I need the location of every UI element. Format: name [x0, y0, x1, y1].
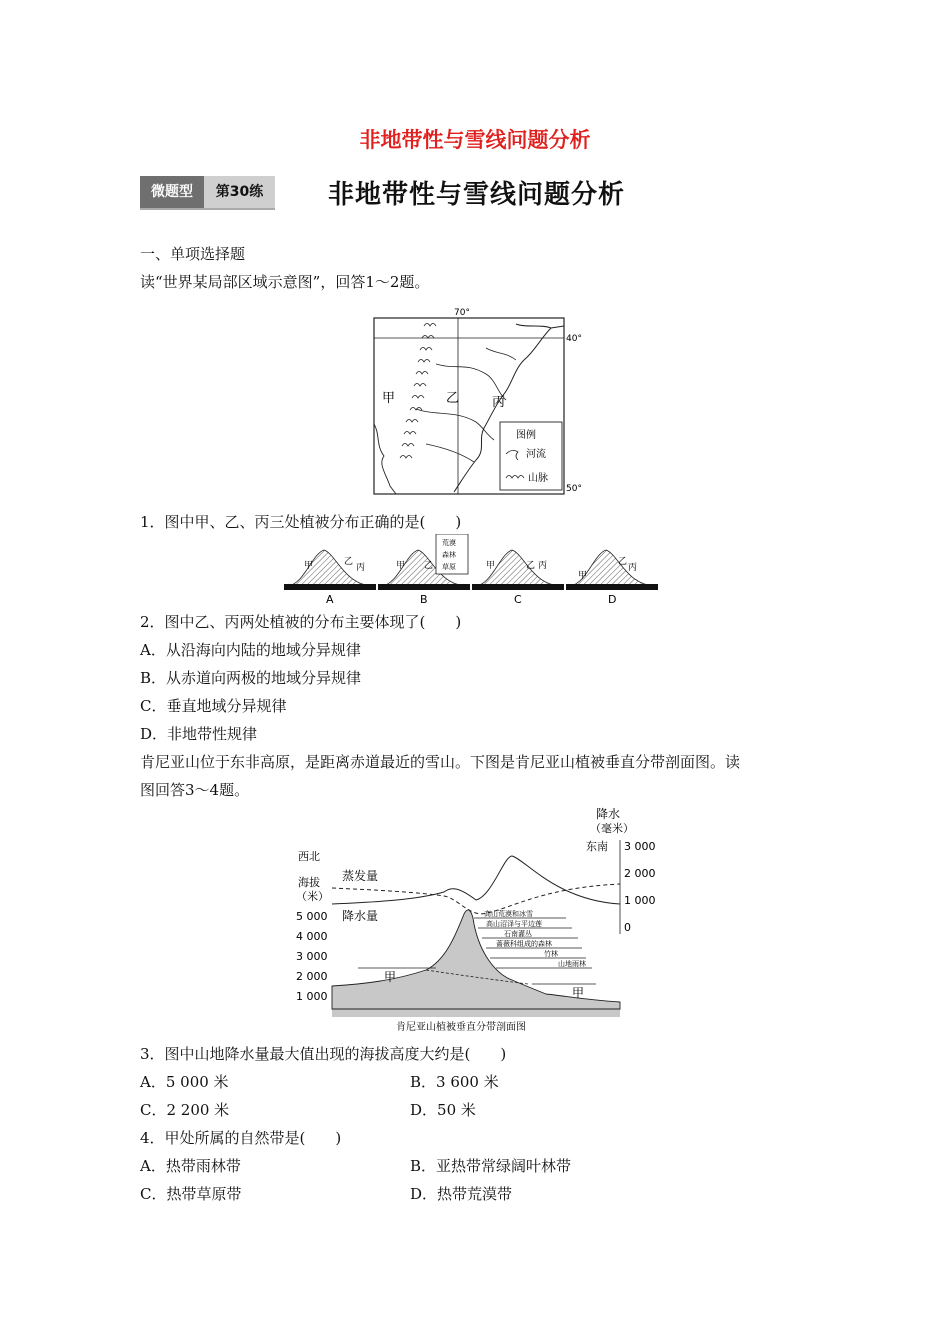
- q1-option-figures: [284, 534, 660, 606]
- D-yi: 乙: [618, 557, 628, 567]
- q3-option-b: B．3 600 米: [410, 1073, 499, 1091]
- right-tick-0: 0: [624, 921, 631, 934]
- left-tick-5000: 5 000: [296, 910, 328, 923]
- intro-text-1: 读“世界某局部区域示意图”，回答1～2题。: [140, 273, 430, 291]
- kenya-mountain-profile: [296, 804, 666, 1036]
- badge-underline: [140, 208, 275, 210]
- jia-right: 甲: [572, 986, 585, 1000]
- q4-option-b: B．亚热带常绿阔叶林带: [410, 1157, 572, 1175]
- region-map: [366, 304, 586, 500]
- zone-rosaceae-forest: 蔷薇科组成的森林: [496, 940, 552, 948]
- right-tick-1000: 1 000: [624, 894, 656, 907]
- precip-label: 降水量: [342, 909, 379, 923]
- legend-desert: 荒漠: [442, 539, 456, 547]
- q4-option-c: C．热带草原带: [140, 1185, 242, 1203]
- map-label-yi: 乙: [446, 391, 460, 406]
- option-C-label: C: [514, 593, 522, 606]
- B-jia: 甲: [396, 561, 406, 571]
- jia-left: 甲: [384, 970, 397, 984]
- left-axis-title-1: 海拔: [298, 876, 320, 889]
- q2-option-c: C．垂直地域分异规律: [140, 697, 287, 715]
- badge-type: 微题型: [140, 176, 204, 208]
- zone-alpine-marsh: 高山沼泽与平边莲: [486, 920, 542, 928]
- zone-bamboo: 竹林: [544, 950, 558, 958]
- exercise-title: 非地带性与雪线问题分析: [328, 180, 626, 210]
- B-yi: 乙: [424, 561, 434, 571]
- left-tick-4000: 4 000: [296, 930, 328, 943]
- intro-text-2-line2: 图回答3～4题。: [140, 781, 250, 799]
- C-jia: 甲: [486, 561, 496, 571]
- right-axis-title-2: （毫米）: [590, 822, 634, 835]
- C-yi: 乙: [526, 561, 536, 571]
- evap-label: 蒸发量: [342, 869, 379, 883]
- C-bing: 丙: [538, 561, 548, 571]
- legend-mountain: 山脉: [528, 473, 548, 484]
- profile-D: [566, 550, 658, 606]
- map-label-bing: 丙: [492, 395, 506, 410]
- exercise-badge: [140, 176, 275, 208]
- zone-heath: 石南灌丛: [504, 930, 532, 938]
- left-tick-1000: 1 000: [296, 990, 328, 1003]
- map-label-jia: 甲: [382, 391, 396, 406]
- q2-option-a: A．从沿海向内陆的地域分异规律: [140, 641, 361, 659]
- legend-grassland: 草原: [442, 563, 456, 571]
- profile-B: [378, 534, 470, 606]
- legend-river: 河流: [526, 449, 546, 460]
- dir-southeast: 东南: [586, 840, 608, 853]
- dir-northwest: 西北: [298, 850, 320, 863]
- A-bing: 丙: [356, 563, 366, 573]
- left-tick-3000: 3 000: [296, 950, 328, 963]
- A-jia: 甲: [304, 561, 314, 571]
- legend-title: 图例: [516, 430, 536, 441]
- profile-C: [472, 550, 564, 606]
- question-1: 1．图中甲、乙、丙三处植被分布正确的是( ): [140, 513, 462, 531]
- question-2: 2．图中乙、丙两处植被的分布主要体现了( ): [140, 613, 462, 631]
- lon-label: 70°: [454, 308, 470, 318]
- section-heading: 一、单项选择题: [140, 245, 246, 263]
- q3-option-a: A．5 000 米: [140, 1073, 229, 1091]
- left-tick-2000: 2 000: [296, 970, 328, 983]
- zone-alpine-desert: 高山荒漠和冰雪: [484, 910, 533, 918]
- q2-option-d: D．非地带性规律: [140, 725, 258, 743]
- question-4: 4．甲处所属的自然带是( ): [140, 1129, 342, 1147]
- right-tick-2000: 2 000: [624, 867, 656, 880]
- option-A-label: A: [326, 593, 334, 606]
- q2-option-b: B．从赤道向两极的地域分异规律: [140, 669, 362, 687]
- figure-caption: 肯尼亚山植被垂直分带剖面图: [396, 1022, 526, 1033]
- left-axis-title-2: （米）: [296, 890, 329, 903]
- right-axis-title-1: 降水: [596, 807, 621, 821]
- option-B-label: B: [420, 593, 428, 606]
- intro-text-2-line1: 肯尼亚山位于东非高原，是距离赤道最近的雪山。下图是肯尼亚山植被垂直分带剖面图。读: [140, 753, 741, 771]
- q4-option-a: A．热带雨林带: [140, 1157, 241, 1175]
- D-jia: 甲: [578, 571, 588, 581]
- zone-montane-rainforest: 山地雨林: [558, 960, 586, 968]
- q4-option-d: D．热带荒漠带: [410, 1185, 513, 1203]
- A-yi: 乙: [344, 557, 354, 567]
- lat-top-label: 40°: [566, 334, 582, 344]
- badge-number: 第30练: [204, 176, 275, 208]
- q3-option-d: D．50 米: [410, 1101, 476, 1119]
- document-title: 非地带性与雪线问题分析: [359, 128, 591, 152]
- option-D-label: D: [608, 593, 617, 606]
- right-tick-3000: 3 000: [624, 840, 656, 853]
- profile-A: [284, 550, 376, 606]
- question-3: 3．图中山地降水量最大值出现的海拔高度大约是( ): [140, 1045, 507, 1063]
- legend-forest: 森林: [442, 551, 456, 559]
- D-bing: 丙: [628, 563, 638, 573]
- q3-option-c: C．2 200 米: [140, 1101, 230, 1119]
- lat-bottom-label: 50°: [566, 484, 582, 494]
